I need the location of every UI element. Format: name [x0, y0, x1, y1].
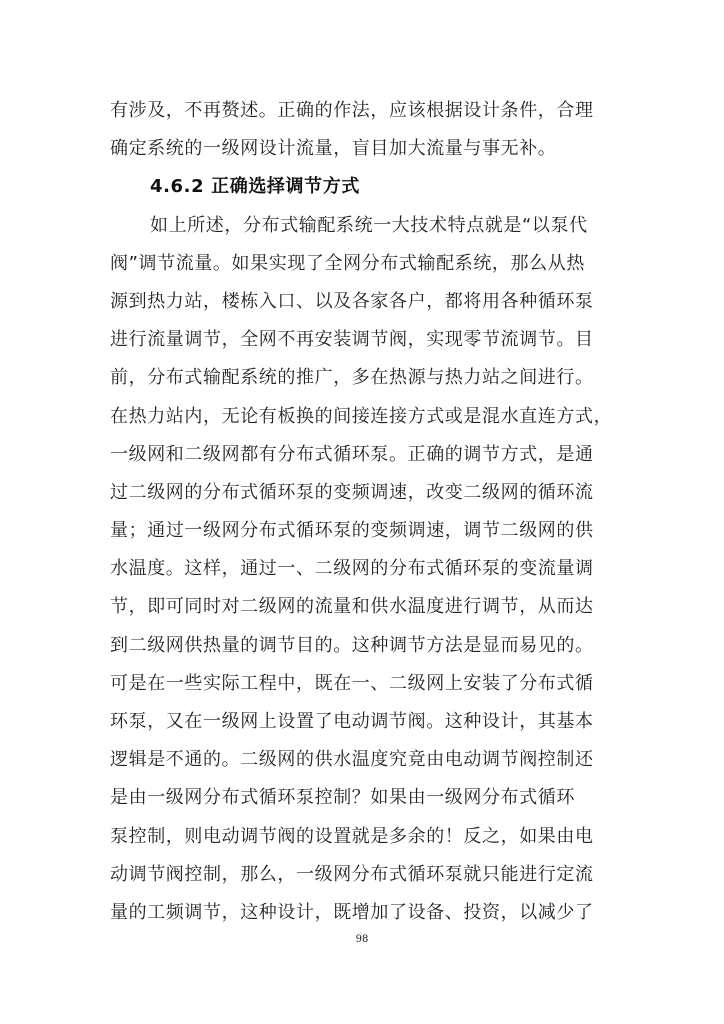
body-text-line: 逻辑是不通的。二级网的供水温度究竟由电动调节阀控制还	[110, 749, 594, 771]
body-text-line: 动调节阀控制，那么，一级网分布式循环泵就只能进行定流	[110, 863, 594, 885]
body-text-line: 节，即可同时对二级网的流量和供水温度进行调节，从而达	[110, 596, 594, 618]
body-text-line: 水温度。这样，通过一、二级网的分布式循环泵的变流量调	[110, 558, 594, 580]
body-text-line: 确定系统的一级网设计流量，盲目加大流量与事无补。	[110, 138, 557, 160]
body-text-line: 源到热力站，楼栋入口、以及各家各户，都将用各种循环泵	[110, 290, 594, 312]
body-text-line: 前，分布式输配系统的推广，多在热源与热力站之间进行。	[110, 367, 594, 389]
body-text-line: 一级网和二级网都有分布式循环泵。正确的调节方式，是通	[110, 443, 594, 465]
body-text-line: 阀”调节流量。如果实现了全网分布式输配系统，那么从热	[110, 252, 585, 274]
body-text-line: 进行流量调节，全网不再安装调节阀，实现零节流调节。目	[110, 329, 594, 351]
body-text-line: 在热力站内，无论有板换的间接连接方式或是混水直连方式，	[110, 405, 613, 427]
body-text-line: 泵控制，则电动调节阀的设置就是多余的！反之，如果由电	[110, 825, 594, 847]
body-text-line: 有涉及，不再赘述。正确的作法，应该根据设计条件，合理	[110, 100, 594, 121]
body-text-line: 过二级网的分布式循环泵的变频调速，改变二级网的循环流	[110, 481, 594, 503]
body-text-line: 到二级网供热量的调节目的。这种调节方法是显而易见的。	[110, 634, 594, 656]
paragraph-first-line: 如上所述，分布式输配系统一大技术特点就是“以泵代	[150, 214, 588, 236]
body-text-line: 量的工频调节，这种设计，既增加了设备、投资，以减少了	[110, 901, 594, 923]
body-text-line: 环泵，又在一级网上设置了电动调节阀。这种设计，其基本	[110, 711, 594, 732]
page-number: 98	[355, 934, 369, 945]
page-body	[110, 92, 618, 932]
body-text-line: 是由一级网分布式循环泵控制？如果由一级网分布式循环	[110, 787, 575, 809]
body-text-line: 量；通过一级网分布式循环泵的变频调速，调节二级网的供	[110, 520, 594, 542]
section-heading: 4.6.2 正确选择调节方式	[150, 176, 360, 198]
body-text-line: 可是在一些实际工程中，既在一、二级网上安装了分布式循	[110, 672, 594, 694]
